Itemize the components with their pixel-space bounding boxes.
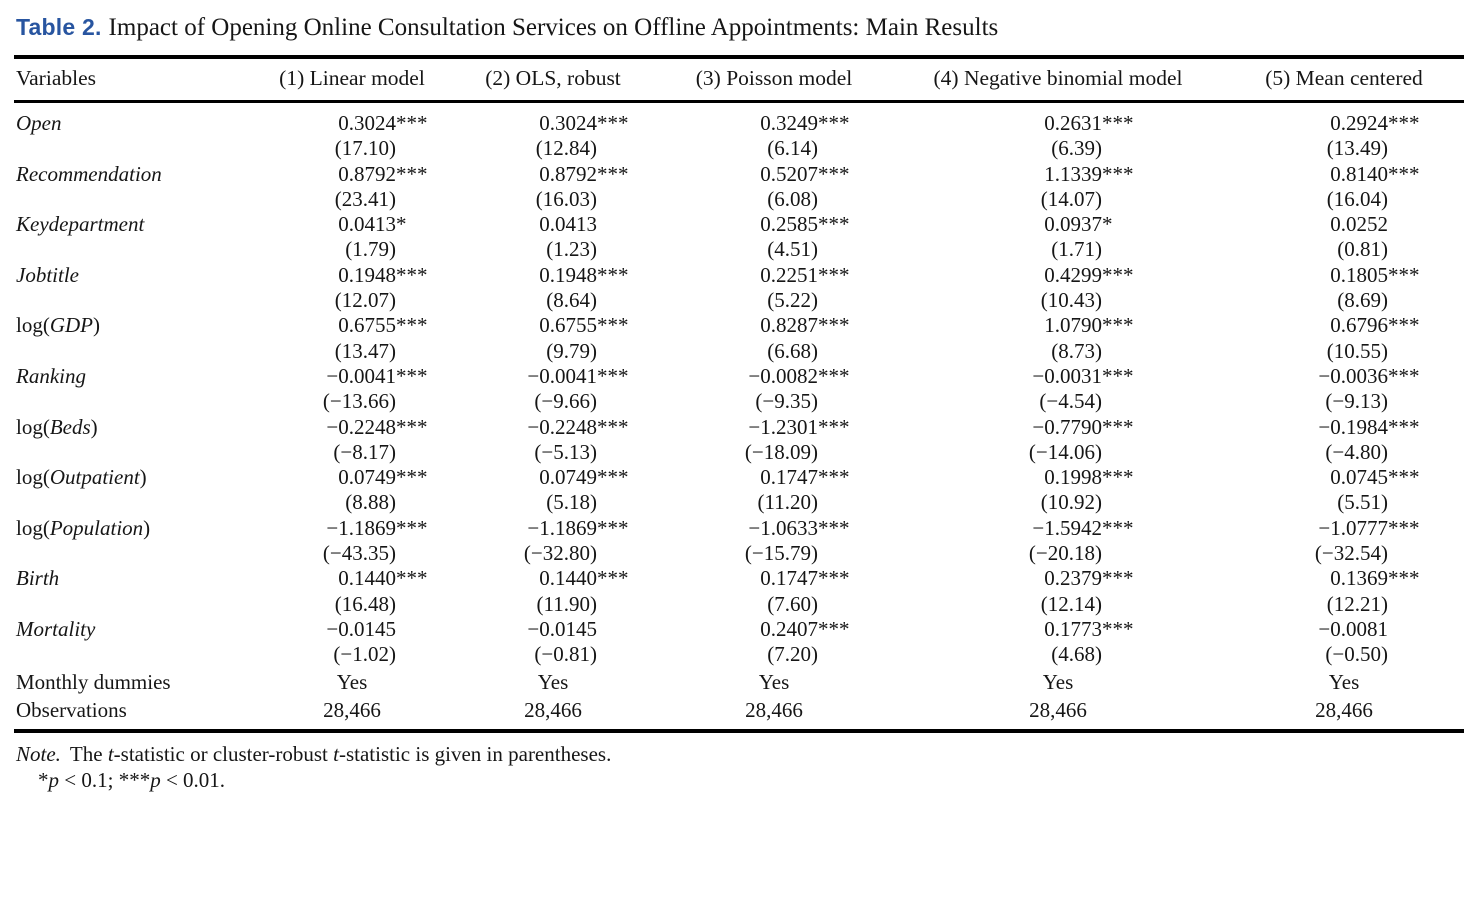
coefficient-cell [656, 162, 892, 213]
coefficient-cell [656, 617, 892, 668]
coefficient-cell [656, 364, 892, 415]
coefficient-cell [1224, 415, 1464, 466]
coefficient-cell [450, 212, 656, 263]
note-line: Note. The t-statistic or cluster-robust t-statistic is given in parentheses. [16, 741, 612, 766]
coefficient-cell [892, 263, 1224, 314]
coefficient-value: −1.5942*** [1032, 515, 1134, 540]
t-statistic: (6.39) [1051, 136, 1102, 161]
summary-value: Yes [336, 669, 368, 694]
coefficient-cell [1224, 566, 1464, 617]
t-statistic: (−4.54) [1039, 389, 1102, 414]
summary-value: 28,466 [1315, 697, 1373, 722]
coefficient-value: −1.0777*** [1318, 515, 1420, 540]
t-statistic: (11.20) [757, 490, 818, 515]
t-statistic: (10.43) [1040, 288, 1102, 313]
coefficient-cell [1224, 263, 1464, 314]
coefficient-cell [254, 364, 450, 415]
variable-label: log(Outpatient) [16, 465, 147, 490]
coefficient-cell [254, 617, 450, 668]
coefficient-value: 0.1369*** [1330, 566, 1420, 591]
coefficient-value: −0.0036*** [1318, 363, 1420, 388]
coefficient-value: 0.6755*** [338, 313, 428, 338]
t-statistic: (−32.54) [1314, 541, 1388, 566]
coefficient-cell [1224, 313, 1464, 364]
t-statistic: (−0.50) [1325, 642, 1388, 667]
coefficient-value: 1.1339*** [1044, 161, 1134, 186]
table-row [14, 415, 1464, 466]
coefficient-cell [656, 313, 892, 364]
star-one: * [38, 767, 49, 792]
variable-label: Open [16, 111, 62, 135]
t-statistic: (−9.35) [755, 389, 818, 414]
table-body [14, 102, 1464, 731]
coefficient-cell [450, 364, 656, 415]
results-table [14, 55, 1464, 733]
t-statistic: (1.79) [345, 237, 396, 262]
t-statistic: (−32.80) [523, 541, 597, 566]
coefficient-cell [254, 415, 450, 466]
coefficient-value: −0.2248*** [326, 414, 428, 439]
table-row [14, 364, 1464, 415]
coefficient-value: 0.1440*** [338, 566, 428, 591]
coefficient-value: 0.2631*** [1044, 111, 1134, 135]
coefficient-value: −0.1984*** [1318, 414, 1420, 439]
table-summary-row [14, 668, 1464, 696]
coefficient-value: 0.0413 [539, 212, 597, 237]
coefficient-cell [656, 516, 892, 567]
table-row [14, 263, 1464, 314]
variable-label: Birth [16, 566, 60, 591]
coefficient-value: −0.0031*** [1032, 363, 1134, 388]
coefficient-cell [450, 263, 656, 314]
coefficient-cell [892, 617, 1224, 668]
t-statistic: (4.68) [1051, 642, 1102, 667]
coefficient-value: 0.0749*** [539, 465, 629, 490]
coefficient-cell [1224, 465, 1464, 516]
coefficient-value: 0.0252 [1330, 212, 1388, 237]
coefficient-cell [450, 102, 656, 162]
t-statistic: (7.60) [767, 591, 818, 616]
coefficient-value: −0.0145 [527, 616, 597, 641]
coefficient-cell [450, 415, 656, 466]
coefficient-value: 0.2379*** [1044, 566, 1134, 591]
coefficient-cell [254, 212, 450, 263]
t-statistic: (−8.17) [333, 439, 396, 464]
coefficient-value: 0.2251*** [760, 262, 850, 287]
header-ols-robust: (2) OLS, robust [450, 57, 656, 102]
coefficient-cell [892, 313, 1224, 364]
t-statistic: (4.51) [767, 237, 818, 262]
table-row [14, 465, 1464, 516]
variable-label: Ranking [16, 363, 86, 388]
coefficient-value: −0.0041*** [326, 363, 428, 388]
coefficient-value: 0.4299*** [1044, 262, 1134, 287]
summary-value: Yes [1042, 669, 1074, 694]
t-statistic: (−20.18) [1028, 541, 1102, 566]
coefficient-value: −0.0145 [326, 616, 396, 641]
header-variables: Variables [14, 57, 254, 102]
table-row [14, 516, 1464, 567]
coefficient-value: −0.0081 [1318, 616, 1388, 641]
summary-value: Yes [1328, 669, 1360, 694]
coefficient-value: 0.2585*** [760, 212, 850, 237]
table-title-text: Impact of Opening Online Consultation Services on Offline Appointments: Main Results [108, 14, 999, 41]
coefficient-cell [656, 415, 892, 466]
t-statistic: (8.73) [1051, 338, 1102, 363]
coefficient-value: 0.1948*** [338, 262, 428, 287]
coefficient-value: 0.0749*** [338, 465, 428, 490]
t-statistic: (7.20) [767, 642, 818, 667]
t-statistic: (10.92) [1040, 490, 1102, 515]
variable-label: log(GDP) [16, 313, 100, 338]
coefficient-value: 1.0790*** [1044, 313, 1134, 338]
variable-label: log(Beds) [16, 414, 98, 439]
coefficient-cell [254, 516, 450, 567]
coefficient-cell [892, 516, 1224, 567]
coefficient-value: −0.0082*** [748, 363, 850, 388]
t-statistic: (12.07) [334, 288, 396, 313]
t-statistic: (−13.66) [322, 389, 396, 414]
t-statistic: (12.21) [1326, 591, 1388, 616]
header-linear-model: (1) Linear model [254, 57, 450, 102]
t-statistic: (9.79) [546, 338, 597, 363]
coefficient-cell [254, 162, 450, 213]
variable-label: log(Population) [16, 515, 151, 540]
t-statistic: (17.10) [334, 136, 396, 161]
header-negative-binomial-model: (4) Negative binomial model [892, 57, 1224, 102]
note-text: The [69, 741, 108, 766]
coefficient-cell [450, 516, 656, 567]
coefficient-cell [656, 263, 892, 314]
t-statistic: (6.08) [767, 186, 818, 211]
coefficient-value: 0.1747*** [760, 465, 850, 490]
coefficient-cell [892, 415, 1224, 466]
coefficient-cell [892, 212, 1224, 263]
t-statistic: (16.48) [334, 591, 396, 616]
summary-label: Monthly dummies [16, 669, 171, 694]
coefficient-cell [450, 313, 656, 364]
table-notes [14, 733, 1464, 793]
table-caption [14, 10, 1464, 55]
t-statistic: (5.22) [767, 288, 818, 313]
coefficient-value: 0.1805*** [1330, 262, 1420, 287]
variable-label: Mortality [16, 616, 96, 641]
summary-value: 28,466 [1029, 697, 1087, 722]
t-statistic: (23.41) [334, 186, 396, 211]
t-statistic: (0.81) [1337, 237, 1388, 262]
coefficient-value: −0.2248*** [527, 414, 629, 439]
t-statistic: (6.14) [767, 136, 818, 161]
t-statistic: (−9.13) [1325, 389, 1388, 414]
coefficient-cell [892, 566, 1224, 617]
t-statistic: (11.90) [536, 591, 597, 616]
t-statistic: (−15.79) [744, 541, 818, 566]
t-statistic: (12.84) [535, 136, 597, 161]
t-statistic: (13.47) [334, 338, 396, 363]
table-number: Table 2. [16, 14, 102, 40]
note-label: Note. [16, 741, 61, 766]
variable-label: Jobtitle [16, 262, 79, 287]
coefficient-cell [656, 102, 892, 162]
t-statistic: (1.71) [1051, 237, 1102, 262]
summary-value: 28,466 [745, 697, 803, 722]
coefficient-value: 0.6796*** [1330, 313, 1420, 338]
coefficient-value: 0.1948*** [539, 262, 629, 287]
table-row [14, 313, 1464, 364]
t-statistic: (−14.06) [1028, 439, 1102, 464]
coefficient-cell [892, 102, 1224, 162]
variable-label: Recommendation [16, 161, 162, 186]
coefficient-value: −1.0633*** [748, 515, 850, 540]
significance-note: *p < 0.1; ***p < 0.01. [38, 767, 226, 792]
summary-value: Yes [758, 669, 790, 694]
coefficient-cell [254, 102, 450, 162]
coefficient-cell [892, 364, 1224, 415]
t-statistic: (13.49) [1326, 136, 1388, 161]
coefficient-value: 0.3249*** [760, 111, 850, 135]
t-statistic: (−0.81) [534, 642, 597, 667]
t-statistic: (−43.35) [322, 541, 396, 566]
coefficient-cell [656, 465, 892, 516]
variable-label: Keydepartment [16, 212, 145, 237]
t-statistic: (−4.80) [1325, 439, 1388, 464]
coefficient-cell [254, 566, 450, 617]
summary-value: 28,466 [524, 697, 582, 722]
t-statistic: (−18.09) [744, 439, 818, 464]
coefficient-value: 0.8140*** [1330, 161, 1420, 186]
star-three: *** [118, 767, 151, 792]
coefficient-value: 0.0745*** [1330, 465, 1420, 490]
coefficient-value: 0.2407*** [760, 616, 850, 641]
coefficient-value: 0.3024*** [539, 111, 629, 135]
coefficient-cell [1224, 516, 1464, 567]
coefficient-cell [1224, 364, 1464, 415]
coefficient-value: 0.6755*** [539, 313, 629, 338]
coefficient-value: −1.2301*** [748, 414, 850, 439]
coefficient-cell [450, 465, 656, 516]
table-row [14, 566, 1464, 617]
t-statistic: (10.55) [1326, 338, 1388, 363]
coefficient-cell [1224, 102, 1464, 162]
header-mean-centered: (5) Mean centered [1224, 57, 1464, 102]
header-poisson-model: (3) Poisson model [656, 57, 892, 102]
coefficient-cell [1224, 617, 1464, 668]
t-statistic: (5.18) [546, 490, 597, 515]
coefficient-value: 0.1773*** [1044, 616, 1134, 641]
t-statistic: (8.64) [546, 288, 597, 313]
table-summary-row [14, 696, 1464, 731]
t-statistic: (16.03) [535, 186, 597, 211]
table-row [14, 212, 1464, 263]
t-statistic: (−1.02) [333, 642, 396, 667]
t-statistic: (5.51) [1337, 490, 1388, 515]
summary-value: Yes [537, 669, 569, 694]
coefficient-cell [656, 212, 892, 263]
coefficient-cell [450, 617, 656, 668]
coefficient-value: 0.8792*** [539, 161, 629, 186]
coefficient-cell [450, 566, 656, 617]
summary-label: Observations [16, 697, 127, 722]
coefficient-value: −0.7790*** [1032, 414, 1134, 439]
coefficient-value: −1.1869*** [527, 515, 629, 540]
coefficient-value: 0.0413* [338, 212, 407, 237]
table-row [14, 102, 1464, 162]
coefficient-value: 0.1440*** [539, 566, 629, 591]
t-statistic: (−9.66) [534, 389, 597, 414]
coefficient-cell [892, 162, 1224, 213]
coefficient-value: 0.2924*** [1330, 111, 1420, 135]
header-row [14, 57, 1464, 102]
t-statistic: (16.04) [1326, 186, 1388, 211]
table-row [14, 162, 1464, 213]
summary-value: 28,466 [323, 697, 381, 722]
coefficient-cell [656, 566, 892, 617]
t-statistic: (8.69) [1337, 288, 1388, 313]
t-statistic: (14.07) [1040, 186, 1102, 211]
coefficient-cell [1224, 162, 1464, 213]
coefficient-value: −0.0041*** [527, 363, 629, 388]
coefficient-cell [450, 162, 656, 213]
t-statistic: (−5.13) [534, 439, 597, 464]
coefficient-value: −1.1869*** [326, 515, 428, 540]
coefficient-cell [254, 465, 450, 516]
t-statistic: (6.68) [767, 338, 818, 363]
coefficient-value: 0.5207*** [760, 161, 850, 186]
coefficient-cell [892, 465, 1224, 516]
t-statistic: (8.88) [345, 490, 396, 515]
t-statistic: (12.14) [1040, 591, 1102, 616]
coefficient-cell [254, 313, 450, 364]
table-row [14, 617, 1464, 668]
coefficient-value: 0.3024*** [338, 111, 428, 135]
coefficient-value: 0.0937* [1044, 212, 1113, 237]
coefficient-cell [254, 263, 450, 314]
coefficient-cell [1224, 212, 1464, 263]
t-statistic: (1.23) [546, 237, 597, 262]
coefficient-value: 0.1747*** [760, 566, 850, 591]
coefficient-value: 0.1998*** [1044, 465, 1134, 490]
coefficient-value: 0.8792*** [338, 161, 428, 186]
coefficient-value: 0.8287*** [760, 313, 850, 338]
